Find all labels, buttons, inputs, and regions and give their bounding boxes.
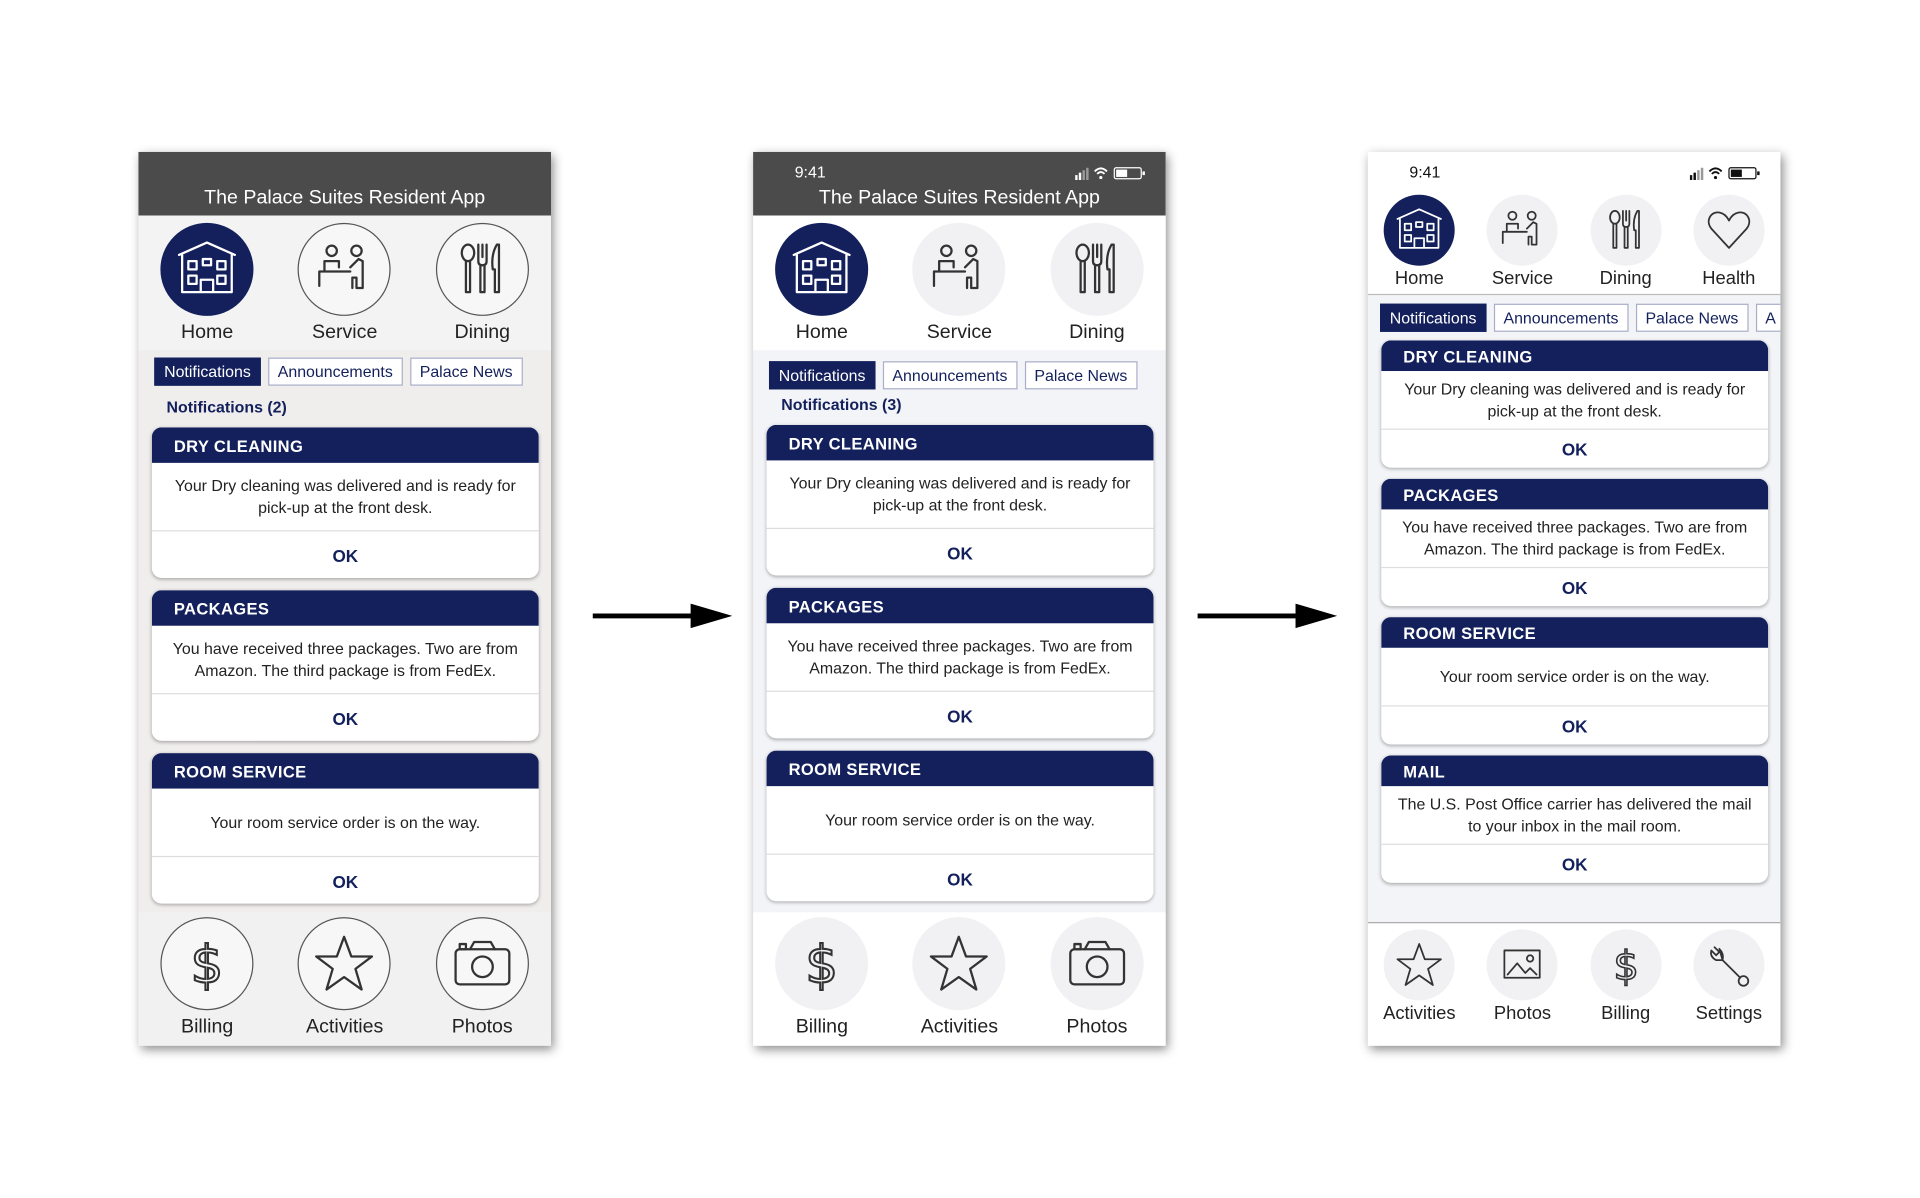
nav-item-label: Photos	[1493, 1002, 1552, 1024]
notification-title: DRY CLEANING	[767, 425, 1154, 461]
ok-button[interactable]: OK	[1561, 577, 1588, 598]
phone-mockup-v3	[1368, 152, 1781, 1046]
notification-list	[152, 427, 539, 903]
nav-item-label: Dining	[1599, 268, 1652, 289]
service-icon	[298, 223, 391, 316]
bottom-nav	[753, 912, 1166, 1045]
notification-title: PACKAGES	[152, 590, 539, 626]
nav-item-billing[interactable]	[1574, 929, 1677, 1045]
notification-title: DRY CLEANING	[152, 427, 539, 463]
ok-button[interactable]: OK	[947, 706, 973, 727]
billing-icon	[1590, 929, 1661, 1000]
notification-title: ROOM SERVICE	[152, 753, 539, 789]
arrow-right-icon	[593, 604, 733, 628]
home-icon	[1384, 195, 1455, 266]
nav-item-label: Activities	[1383, 1002, 1456, 1024]
nav-item-label: Activities	[920, 1016, 999, 1038]
ok-button[interactable]: OK	[1561, 854, 1588, 875]
svg-text:$: $	[190, 935, 224, 996]
signal-wifi-battery-icon	[1075, 165, 1146, 180]
tab-announcements[interactable]: Announcements	[268, 358, 403, 386]
nav-item-label: Billing	[1601, 1002, 1651, 1024]
nav-item-label: Service	[312, 322, 378, 343]
notification-title: ROOM SERVICE	[767, 751, 1154, 787]
ok-button[interactable]: OK	[332, 871, 359, 892]
camera-icon	[1050, 917, 1143, 1010]
notification-message: Your room service order is on the way.	[767, 786, 1154, 855]
nav-item-label: Billing	[795, 1016, 848, 1038]
nav-item-home[interactable]	[753, 223, 891, 350]
nav-item-label: Photos	[1066, 1016, 1128, 1038]
notification-title: MAIL	[1381, 756, 1768, 787]
bottom-nav	[138, 912, 551, 1045]
tab-palace-news[interactable]: Palace News	[410, 358, 523, 386]
signal-wifi-battery-icon	[1690, 165, 1761, 180]
tab-bar	[769, 361, 1137, 389]
notification-message: Your room service order is on the way.	[152, 789, 539, 858]
service-icon	[913, 223, 1006, 316]
tab-a[interactable]: A	[1755, 304, 1780, 332]
app-title: The Palace Suites Resident App	[818, 187, 1100, 209]
top-nav	[753, 216, 1166, 351]
nav-item-label: Home	[795, 322, 848, 343]
nav-item-label: Dining	[454, 322, 511, 343]
nav-item-activities[interactable]	[1368, 929, 1471, 1045]
billing-icon	[775, 917, 868, 1010]
health-icon	[1693, 195, 1764, 266]
status-bar	[753, 163, 1166, 183]
ok-button[interactable]: OK	[947, 869, 973, 889]
notifications-count-heading: Notifications (3)	[781, 395, 902, 414]
nav-item-label: Home	[180, 322, 234, 343]
notifications-count-heading: Notifications (2)	[166, 397, 287, 417]
ok-button[interactable]: OK	[1561, 716, 1588, 736]
tab-notifications[interactable]: Notifications	[769, 361, 875, 389]
home-icon	[161, 223, 254, 316]
nav-item-label: Home	[1394, 268, 1444, 289]
notification-card	[767, 588, 1154, 739]
settings-icon	[1693, 929, 1764, 1000]
nav-item-service[interactable]	[891, 223, 1029, 350]
nav-item-label: Service	[926, 322, 993, 343]
status-time: 9:41	[1409, 162, 1441, 182]
dining-icon	[1050, 223, 1143, 316]
nav-item-label: Dining	[1069, 322, 1125, 343]
ok-button[interactable]: OK	[332, 708, 359, 729]
activities-icon	[913, 917, 1006, 1010]
nav-item-health[interactable]	[1677, 195, 1780, 294]
picture-icon	[1487, 929, 1558, 1000]
status-time: 9:41	[794, 162, 826, 182]
app-header	[138, 152, 551, 216]
notification-card	[1381, 617, 1768, 744]
tab-palace-news[interactable]: Palace News	[1636, 304, 1749, 332]
notification-message: You have received three packages. Two are from Amazon. The third package is from FedEx.	[1381, 509, 1768, 568]
nav-item-activities[interactable]	[276, 917, 414, 1046]
notification-list	[767, 425, 1154, 901]
nav-item-label: Photos	[451, 1016, 513, 1038]
phone-mockup-v2	[753, 152, 1166, 1046]
nav-item-service[interactable]	[1471, 195, 1574, 294]
notification-card	[767, 425, 1154, 576]
ok-button[interactable]: OK	[332, 546, 359, 566]
activities-icon	[298, 917, 391, 1010]
notification-list	[1381, 340, 1768, 882]
phone-mockup-v1	[138, 152, 551, 1046]
nav-item-dining[interactable]	[1574, 195, 1677, 294]
nav-item-label: Service	[1491, 268, 1554, 289]
notification-message: Your Dry cleaning was delivered and is ready for pick-up at the front desk.	[767, 460, 1154, 529]
svg-text:$: $	[1612, 943, 1639, 990]
tab-notifications[interactable]: Notifications	[154, 358, 260, 386]
notification-message: You have received three packages. Two are from Amazon. The third package is from FedEx.	[152, 626, 539, 695]
notification-card	[1381, 479, 1768, 606]
nav-item-photos[interactable]	[1471, 929, 1574, 1045]
camera-icon	[436, 917, 529, 1010]
notification-card	[152, 427, 539, 578]
app-header	[753, 152, 1166, 216]
tab-bar	[154, 358, 522, 386]
notification-title: PACKAGES	[1381, 479, 1768, 510]
nav-item-billing[interactable]	[753, 917, 891, 1046]
nav-item-billing[interactable]	[138, 917, 276, 1046]
nav-item-home[interactable]	[138, 223, 276, 350]
notification-card	[152, 753, 539, 904]
notification-title: DRY CLEANING	[1381, 340, 1768, 371]
home-icon	[775, 223, 868, 316]
notification-message: The U.S. Post Office carrier has delivered the mail to your inbox in the mail room.	[1381, 786, 1768, 845]
notification-message: Your Dry cleaning was delivered and is ready for pick-up at the front desk.	[152, 463, 539, 532]
service-icon	[1487, 195, 1558, 266]
notification-message: You have received three packages. Two are from Amazon. The third package is from FedEx.	[767, 623, 1154, 692]
nav-item-activities[interactable]	[891, 917, 1029, 1046]
notification-title: PACKAGES	[767, 588, 1154, 624]
activities-icon	[1384, 929, 1455, 1000]
bottom-nav	[1368, 922, 1781, 1046]
notification-title: ROOM SERVICE	[1381, 617, 1768, 648]
dining-icon	[1590, 195, 1661, 266]
nav-item-service[interactable]	[276, 223, 414, 350]
nav-item-photos[interactable]	[1028, 917, 1166, 1046]
nav-item-settings[interactable]	[1677, 929, 1780, 1045]
arrow-right-icon	[1198, 604, 1338, 628]
dining-icon	[436, 223, 529, 316]
tab-bar	[1380, 304, 1780, 332]
nav-item-dining[interactable]	[413, 223, 551, 350]
top-nav	[138, 216, 551, 351]
nav-item-photos[interactable]	[413, 917, 551, 1046]
tab-announcements[interactable]: Announcements	[883, 361, 1018, 389]
notification-card	[1381, 756, 1768, 883]
ok-button[interactable]: OK	[947, 543, 973, 564]
nav-item-label: Activities	[306, 1016, 384, 1038]
notification-message: Your room service order is on the way.	[1381, 648, 1768, 707]
status-bar	[1368, 163, 1781, 183]
nav-item-label: Health	[1702, 268, 1756, 289]
nav-item-home[interactable]	[1368, 195, 1471, 294]
nav-item-label: Billing	[180, 1016, 234, 1038]
app-title: The Palace Suites Resident App	[204, 187, 486, 209]
notification-card	[152, 590, 539, 741]
tab-announcements[interactable]: Announcements	[1494, 304, 1629, 332]
notification-card	[767, 751, 1154, 902]
nav-item-dining[interactable]	[1028, 223, 1166, 350]
tab-notifications[interactable]: Notifications	[1380, 304, 1486, 332]
billing-icon	[161, 917, 254, 1010]
svg-text:$: $	[805, 935, 839, 996]
nav-item-label: Settings	[1695, 1002, 1763, 1024]
notification-message: Your Dry cleaning was delivered and is ready for pick-up at the front desk.	[1381, 371, 1768, 430]
ok-button[interactable]: OK	[1561, 439, 1588, 460]
tab-palace-news[interactable]: Palace News	[1025, 361, 1138, 389]
notification-card	[1381, 340, 1768, 467]
